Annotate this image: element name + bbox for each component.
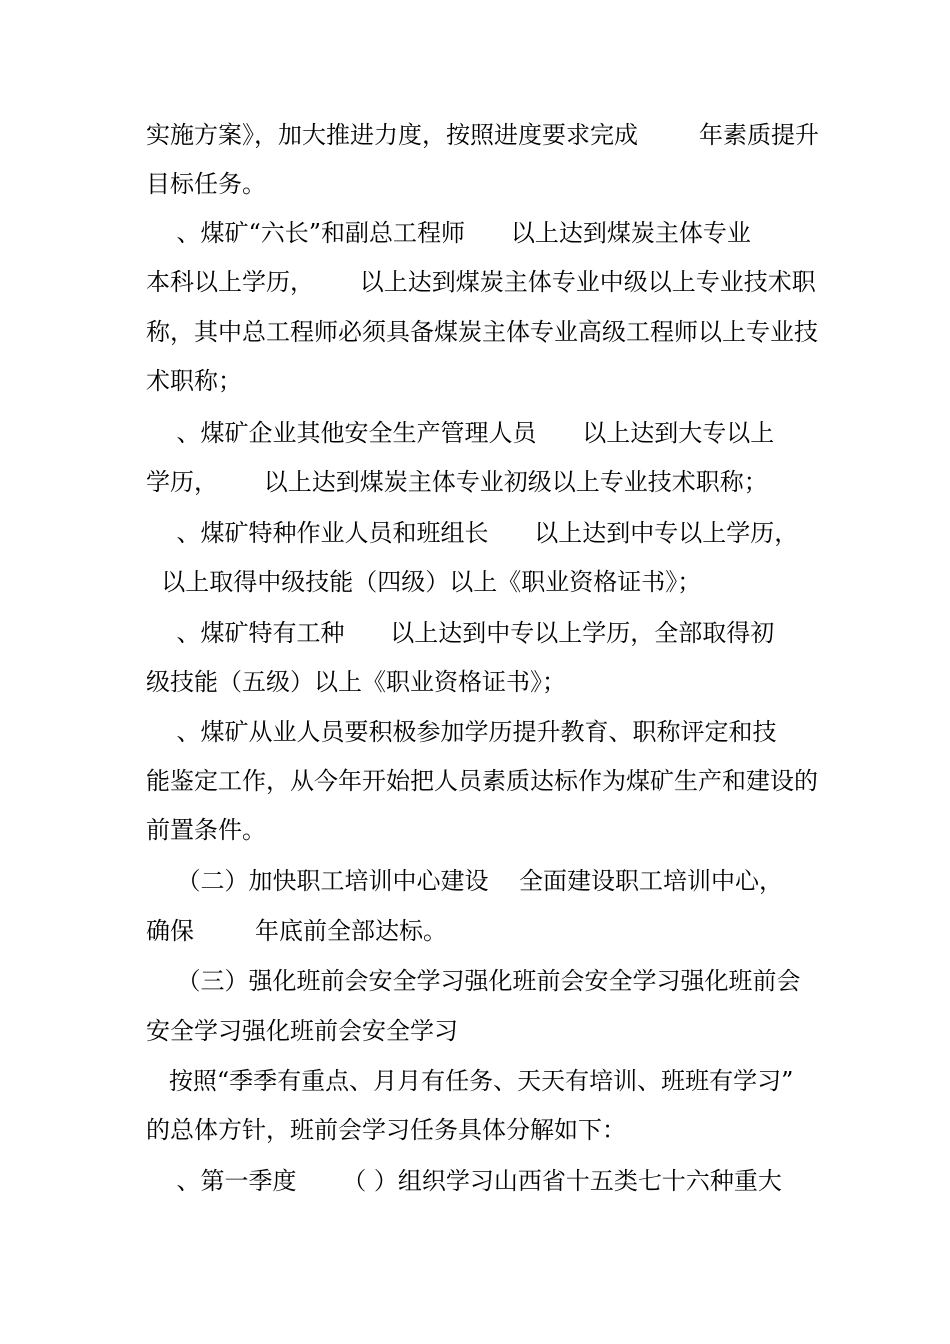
text-line: 、煤矿从业人员要积极参加学历提升教育、职称评定和技 (146, 718, 777, 746)
text-line: 确保 年底前全部达标。 (146, 917, 448, 945)
text-line: 本科以上学历， 以上达到煤炭主体专业中级以上专业技术职 (146, 268, 816, 296)
text-line: 、煤矿特种作业人员和班组长 以上达到中专以上学历， (146, 519, 799, 547)
text-line: 称，其中总工程师必须具备煤炭主体专业高级工程师以上专业技 (146, 318, 818, 346)
text-line: 目标任务。 (146, 170, 266, 198)
text-line: 按照“季季有重点、月月有任务、天天有培训、班班有学习” (146, 1067, 794, 1095)
text-line: 术职称； (146, 367, 242, 395)
text-line: 前置条件。 (146, 816, 266, 844)
text-line: 实施方案》，加大推进力度，按照进度要求完成 年素质提升 (146, 121, 820, 149)
text-line: 学历， 以上达到煤炭主体专业初级以上专业技术职称； (146, 468, 768, 496)
text-line: 的总体方针，班前会学习任务具体分解如下： (146, 1116, 626, 1144)
text-line: 、煤矿特有工种 以上达到中专以上学历，全部取得初 (146, 619, 775, 647)
text-line: 能鉴定工作，从今年开始把人员素质达标作为煤矿生产和建设的 (146, 767, 818, 795)
text-line: 级技能（五级）以上《职业资格证书》； (146, 668, 566, 696)
text-line: （二）加快职工培训中心建设 全面建设职工培训中心， (146, 867, 784, 895)
text-line: 以上取得中级技能（四级）以上《职业资格证书》； (146, 568, 702, 596)
text-line: 、煤矿“六长”和副总工程师 以上达到煤炭主体专业 (146, 219, 751, 247)
text-line: 安全学习强化班前会安全学习 (146, 1017, 458, 1045)
text-line: 、第一季度 （ ）组织学习山西省十五类七十六种重大 (146, 1167, 782, 1195)
text-line: 、煤矿企业其他安全生产管理人员 以上达到大专以上 (146, 419, 775, 447)
text-line: （三）强化班前会安全学习强化班前会安全学习强化班前会 (146, 967, 801, 995)
